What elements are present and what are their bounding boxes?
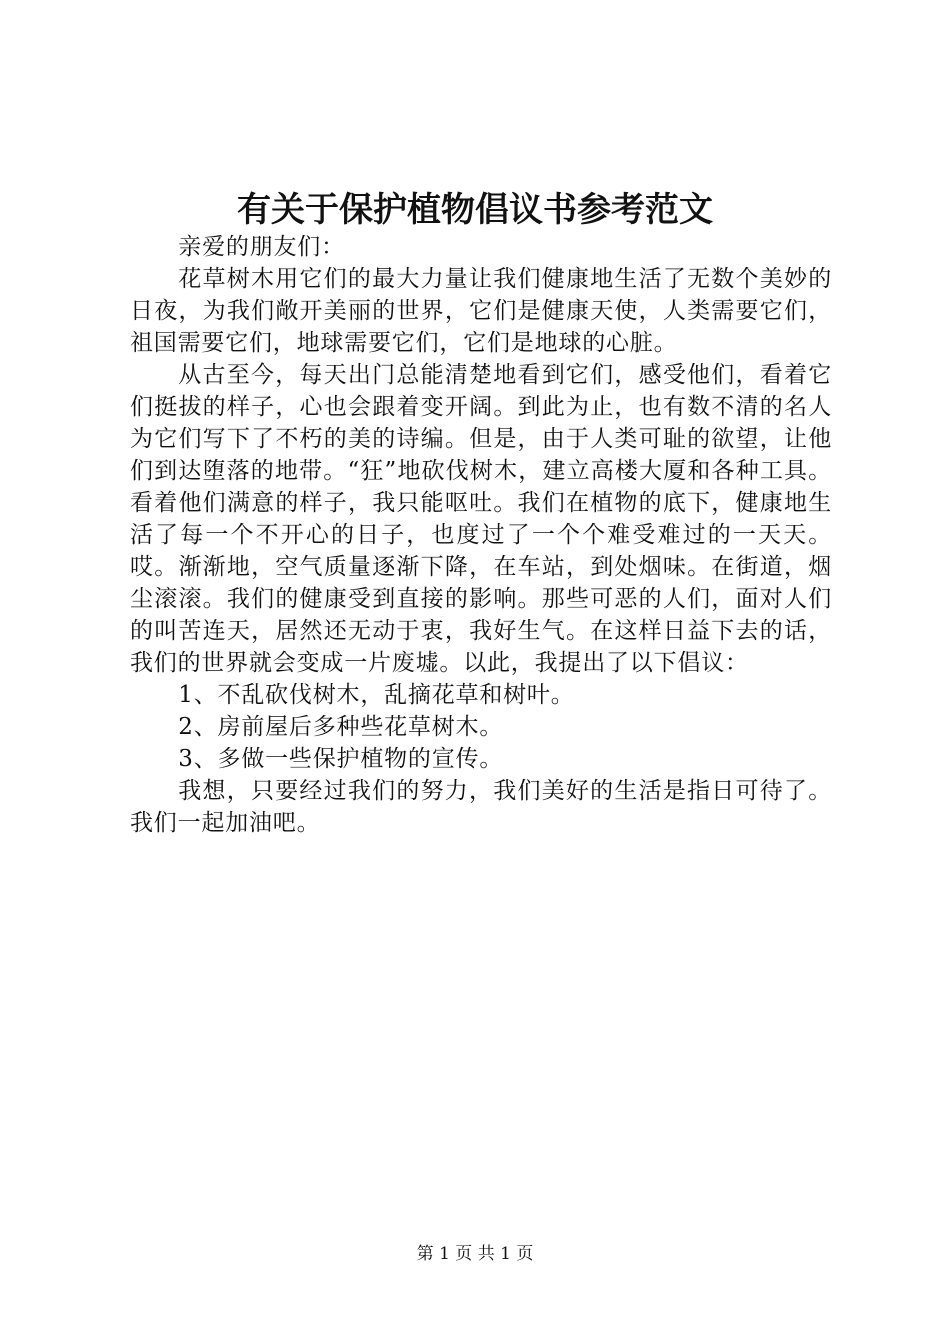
proposal-item-3: 3、多做一些保护植物的宣传。 — [178, 746, 504, 772]
body-paragraph-1: 花草树木用它们的最大力量让我们健康地生活了无数个美妙的日夜，为我们敞开美丽的世界，它们是健康天使，人类需要它们，祖国需要它们，地球需要它们，它们是地球的心脏。 — [130, 266, 832, 356]
proposal-item-2: 2、房前屋后多种些花草树木。 — [178, 714, 504, 740]
salutation-paragraph: 亲爱的朋友们： — [178, 234, 345, 260]
document-body — [130, 231, 832, 839]
body-paragraph-2: 从古至今，每天出门总能清楚地看到它们，感受他们，看着它们挺拔的样子，心也会跟着变开阔。到此为止，也有数不清的名人为它们写下了不朽的美的诗编。但是，由于人类可耻的欲望，让他们到达堕落的地带。“狂”地砍伐树木，建立高楼大厦和各种工具。看着他们满意的样子，我只能呕吐。我们在植物的底下，健康地生活了每一个不开心的日子，也度过了一个个难受难过的一天天。哎。渐渐地，空气质量逐渐下降，在车站，到处烟味。在街道，烟尘滚滚。我们的健康受到直接的影响。那些可恶的人们，面对人们的叫苦连天，居然还无动于衷，我好生气。在这样日益下去的话，我们的世界就会变成一片废墟。以此，我提出了以下倡议： — [130, 362, 832, 676]
page-footer: 第 1 页 共 1 页 — [416, 1244, 534, 1264]
closing-paragraph: 我想，只要经过我们的努力，我们美好的生活是指日可待了。我们一起加油吧。 — [130, 778, 832, 836]
proposal-item-1: 1、不乱砍伐树木，乱摘花草和树叶。 — [178, 682, 575, 708]
document-title: 有关于保护植物倡议书参考范文 — [237, 190, 713, 230]
